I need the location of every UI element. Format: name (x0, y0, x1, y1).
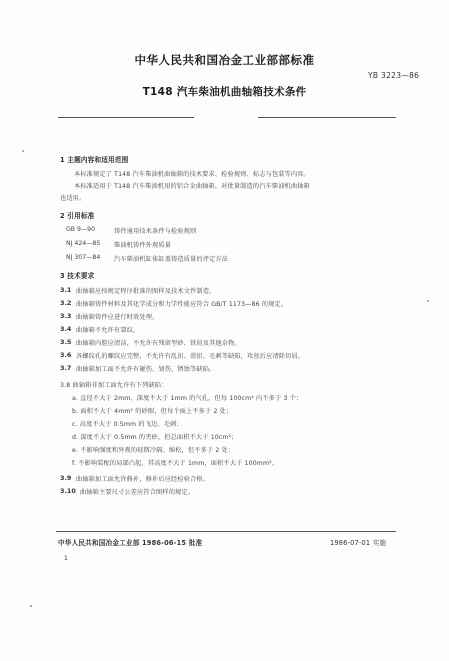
reference-title: 柴油机铸件外观质量 (114, 242, 172, 249)
clause-text: 曲轴箱加工面不允许有碰伤、划伤、锈蚀等缺陷。 (76, 366, 216, 373)
clause-number: 3.1 (60, 286, 72, 294)
clause-text: 曲轴箱应按规定程序批准的图样及技术文件制造。 (76, 288, 216, 295)
title-rule-right (258, 117, 396, 118)
issuing-organization: 中华人民共和国冶金工业部部标准 (134, 53, 315, 67)
standard-code: YB 3223—86 (368, 71, 420, 80)
title-rule-left (58, 117, 194, 118)
body-line: 本标准规定了 T148 汽车柴油机曲轴箱的技术要求、检验规则、标志与包装等内容。 (74, 171, 310, 178)
clause-number: 3.7 (60, 364, 72, 372)
body-line: 也适用。 (60, 195, 86, 202)
page-number: 1 (64, 555, 69, 562)
clause-number: 3.6 (60, 351, 72, 359)
reference-title: 铸件通用技术条件与检验规则 (114, 228, 197, 235)
section-heading: 1 主题内容和适用范围 (60, 156, 129, 164)
implementation-date: 1986-07-01 实施 (330, 539, 387, 547)
clause-text: 曲轴箱铸件材料及其化学成分和力学性能应符合 GB/T 1173—86 的规定。 (76, 301, 288, 308)
footer-rule (56, 531, 396, 532)
reference-code: NJ 307—84 (66, 254, 101, 261)
scan-speck (427, 300, 429, 302)
sub-item: c. 高度不大于 0.5mm 的飞边、毛刺； (72, 421, 183, 428)
reference-code: NJ 424—85 (66, 240, 101, 247)
reference-code: GB 9—90 (66, 226, 96, 233)
clause-number: 3.4 (60, 325, 72, 333)
sub-item: e. 不影响强度和外观的轻微冷隔、缩松，但不多于 2 处； (72, 447, 235, 454)
clause-number: 3.2 (60, 299, 72, 307)
clause-number: 3.10 (60, 487, 76, 495)
approval-note: 中华人民共和国冶金工业部 1986-06-15 批准 (58, 539, 203, 547)
clause-number: 3.3 (60, 312, 72, 320)
scan-speck (22, 150, 24, 152)
clause-text: 各螺纹孔的螺纹应完整，不允许有乱扣、滑扣、毛刺等缺陷，攻丝后应清除切屑。 (76, 353, 305, 360)
clause-number: 3.5 (60, 338, 72, 346)
document-title: T148 汽车柴油机曲轴箱技术条件 (142, 86, 307, 98)
sub-item: f. 不影响装配的局部凸起，其高度不大于 1mm，面积不大于 100mm²。 (72, 460, 279, 467)
clause-text: 曲轴箱主要尺寸公差应符合图样的规定。 (80, 489, 195, 496)
section-heading: 2 引用标准 (60, 212, 95, 220)
sub-item: a. 直径不大于 2mm、深度不大于 1mm 的气孔，但每 100cm² 内不多于 3 个； (72, 395, 303, 402)
reference-title: 汽车柴油机缸体缸盖铸造质量的评定方法 (114, 256, 229, 263)
section-heading: 3 技术要求 (60, 272, 95, 280)
clause-text: 曲轴箱不允许有裂纹。 (76, 327, 140, 334)
clause-text: 曲轴箱铸件应进行时效处理。 (76, 314, 159, 321)
sub-item: d. 深度不大于 0.5mm 的夹砂，但总面积不大于 10cm²； (72, 434, 238, 441)
clause-text: 曲轴箱加工面允许修补，修补后应经检验合格。 (76, 476, 210, 483)
scan-speck (30, 605, 32, 607)
body-line: 本标准适用于 T148 汽车柴油机用的铝合金曲轴箱，对批量制造的汽车柴油机曲轴箱 (74, 183, 310, 190)
clause-text: 3.8 曲轴箱非加工面允许有下列缺陷： (60, 382, 168, 389)
sub-item: b. 面积不大于 4mm² 的砂眼，但每个面上不多于 2 处； (72, 408, 233, 415)
clause-number: 3.9 (60, 474, 72, 482)
clause-text: 曲轴箱内腔应清洁，不允许有残留型砂、铁屑及其他杂物。 (76, 340, 241, 347)
